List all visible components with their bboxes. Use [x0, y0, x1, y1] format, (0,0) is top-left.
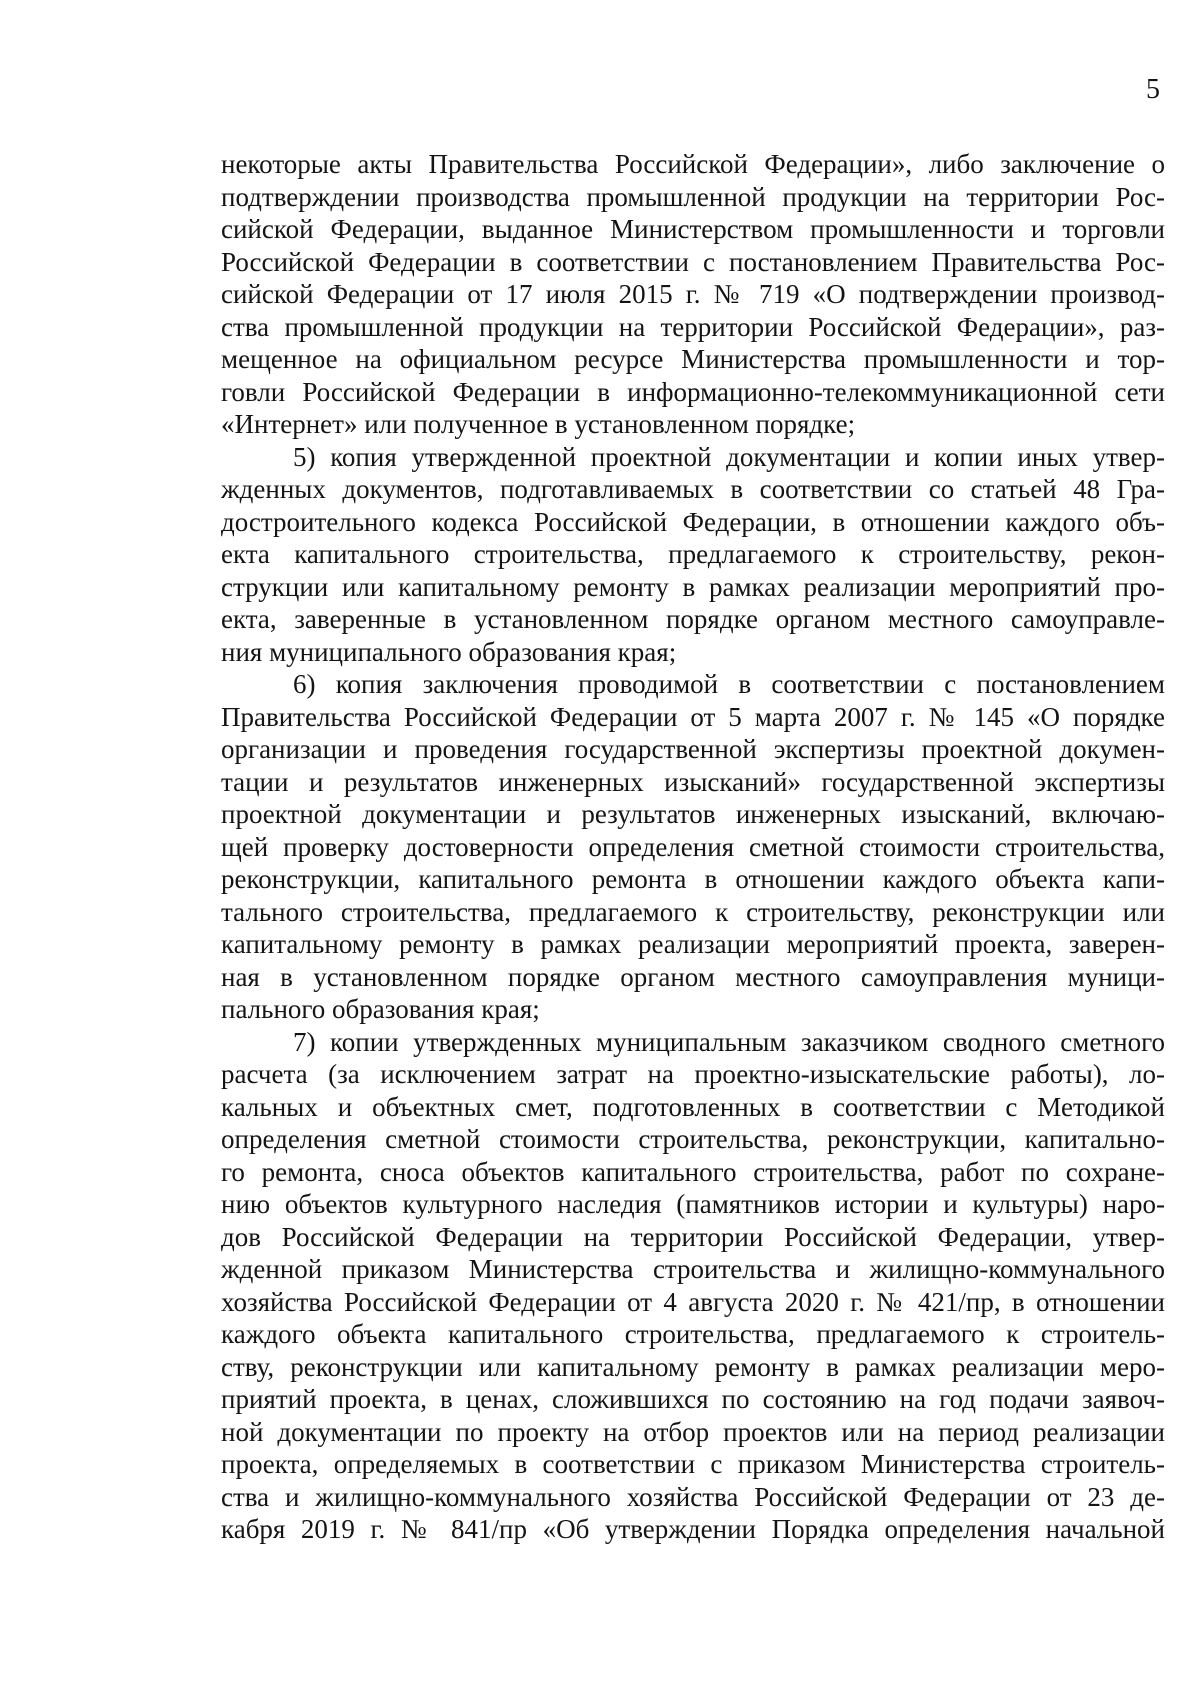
text-line: Российской Федерации в соответствии с постановлением Правительства Рос-	[221, 246, 1165, 277]
text-line: жденной приказом Министерства строительства и жилищно-коммунального	[221, 1254, 1165, 1284]
text-line: «Интернет» или полученное в установленном порядке;	[221, 409, 856, 439]
text-line: проектной документации и результатов инженерных изысканий, включаю-	[221, 799, 1165, 829]
text-line: кальных и объектных смет, подготовленных в соответствии с Методикой	[221, 1091, 1165, 1122]
text-line: реконструкции, капитального ремонта в отношении каждого объекта капи-	[221, 864, 1165, 894]
paragraph-5-first-line: 5) копия утвержденной проектной документации и копии иных утвер-	[293, 441, 1165, 472]
page-number: 5	[1146, 74, 1160, 105]
text-line: проекта, определяемых в соответствии с приказом Министерства строитель-	[221, 1449, 1165, 1479]
text-line: организации и проведения государственной экспертизы проектной докумен-	[221, 734, 1165, 764]
text-line: Правительства Российской Федерации от 5 марта 2007 г. № 145 «О порядке	[221, 701, 1165, 732]
text-line: нию объектов культурного наследия (памятников истории и культуры) наро-	[221, 1189, 1165, 1219]
text-line: жденных документов, подготавливаемых в соответствии со статьей 48 Гра-	[221, 474, 1165, 504]
text-line: достроительного кодекса Российской Федерации, в отношении каждого объ-	[221, 506, 1165, 537]
text-line: капитальному ремонту в рамках реализации мероприятий проекта, заверен-	[221, 929, 1165, 959]
text-line: сийской Федерации от 17 июля 2015 г. № 719 «О подтверждении производ-	[221, 279, 1165, 309]
text-line: ной документации по проекту на отбор проектов или на период реализации	[221, 1416, 1165, 1447]
text-line: дов Российской Федерации на территории Российской Федерации, утвер-	[221, 1221, 1165, 1252]
text-line: го ремонта, сноса объектов капитального строительства, работ по сохране-	[221, 1156, 1165, 1187]
text-line: екта, заверенные в установленном порядке органом местного самоуправле-	[221, 604, 1165, 634]
text-line: пального образования края;	[221, 994, 540, 1024]
text-line: хозяйства Российской Федерации от 4 августа 2020 г. № 421/пр, в отношении	[221, 1286, 1165, 1317]
text-line: говли Российской Федерации в информационно-телекоммуникационной сети	[221, 376, 1165, 407]
body-text	[221, 148, 1165, 1546]
text-line: каждого объекта капитального строительства, предлагаемого к строитель-	[221, 1319, 1165, 1349]
text-line: ная в установленном порядке органом местного самоуправления муници-	[221, 961, 1165, 992]
text-line: кабря 2019 г. № 841/пр «Об утверждении Порядка определения начальной	[221, 1514, 1165, 1544]
text-line: тального строительства, предлагаемого к строительству, реконструкции или	[221, 896, 1165, 927]
text-line: екта капитального строительства, предлагаемого к строительству, рекон-	[221, 539, 1165, 569]
text-line: некоторые акты Правительства Российской Федерации», либо заключение о	[221, 149, 1165, 179]
text-line: определения сметной стоимости строительства, реконструкции, капитально-	[221, 1124, 1165, 1154]
text-line: ства промышленной продукции на территории Российской Федерации», раз-	[221, 311, 1165, 342]
text-line: мещенное на официальном ресурсе Министерства промышленности и тор-	[221, 344, 1165, 374]
text-line: тации и результатов инженерных изысканий» государственной экспертизы	[221, 766, 1165, 797]
text-line: ния муниципального образования края;	[221, 636, 677, 667]
text-line: сийской Федерации, выданное Министерством промышленности и торговли	[221, 214, 1165, 244]
text-line: приятий проекта, в ценах, сложившихся по состоянию на год подачи заявоч-	[221, 1384, 1165, 1414]
paragraph-7-first-line: 7) копии утвержденных муниципальным заказчиком сводного сметного	[293, 1026, 1165, 1057]
text-line: подтверждении производства промышленной продукции на территории Рос-	[221, 181, 1165, 212]
text-line: ства и жилищно-коммунального хозяйства Российской Федерации от 23 де-	[221, 1481, 1165, 1512]
text-line: расчета (за исключением затрат на проектно-изыскательские работы), ло-	[221, 1059, 1165, 1089]
paragraph-6-first-line: 6) копия заключения проводимой в соответствии с постановлением	[293, 669, 1165, 699]
text-line: ству, реконструкции или капитальному ремонту в рамках реализации меро-	[221, 1351, 1165, 1382]
text-line: струкции или капитальному ремонту в рамках реализации мероприятий про-	[221, 571, 1165, 602]
text-line: щей проверку достоверности определения сметной стоимости строительства,	[221, 831, 1165, 862]
